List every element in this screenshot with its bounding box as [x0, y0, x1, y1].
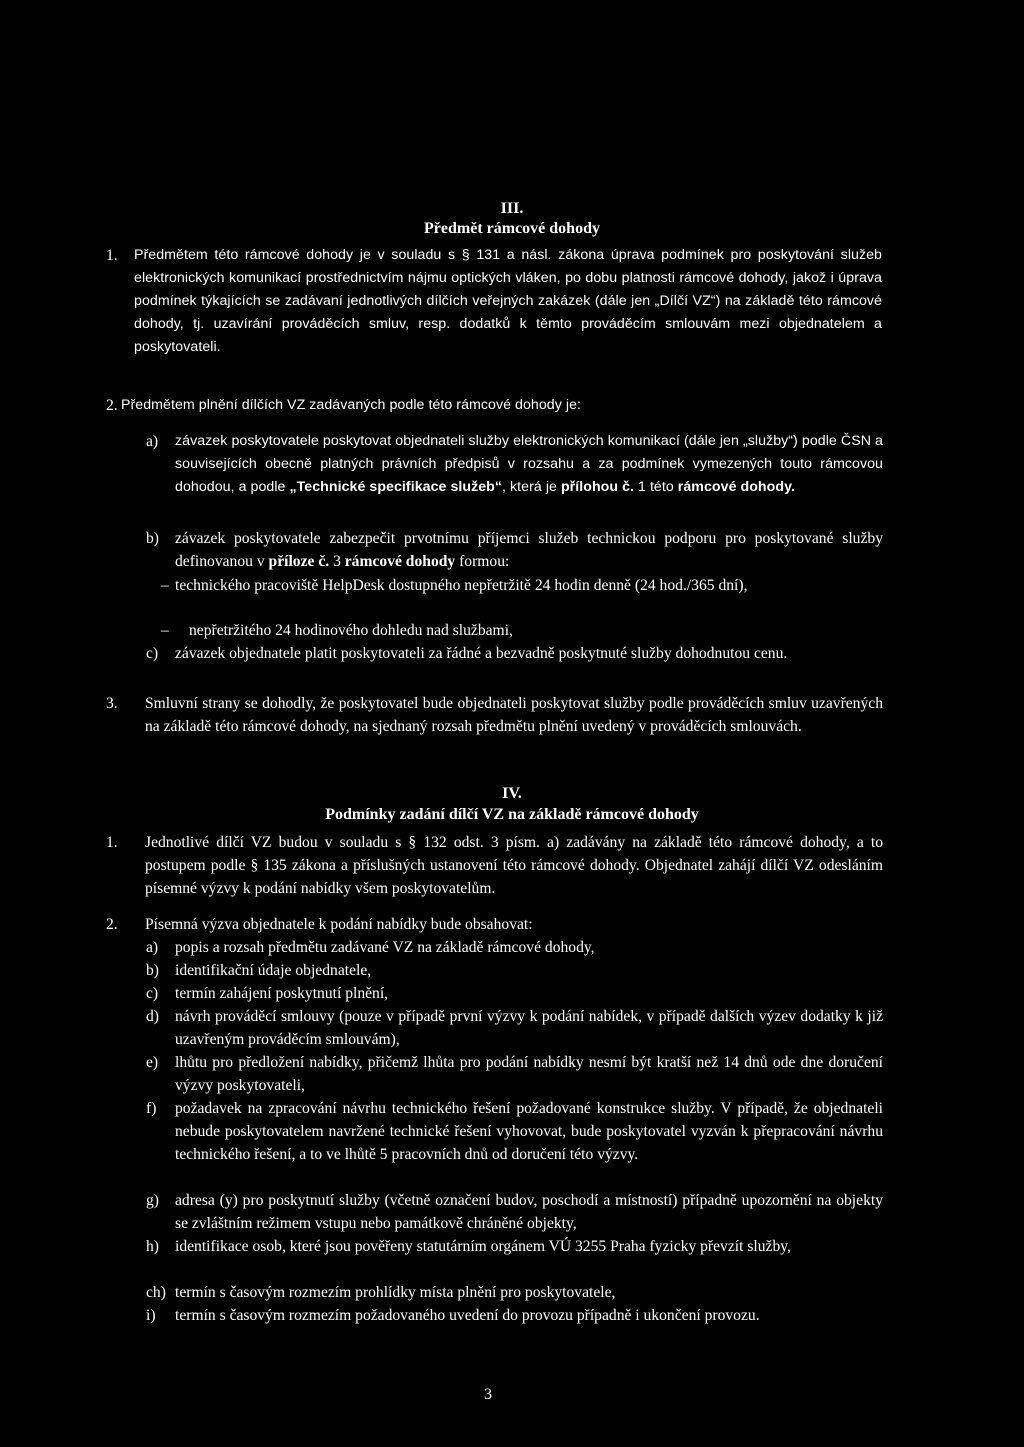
section-4-list-item-c: termín zahájení poskytnutí plnění,	[175, 985, 389, 1002]
section-4-item-1-number: 1.	[106, 834, 118, 851]
section-4-item-2-text: Písemná výzva objednatele k podání nabídky bude obsahovat:	[145, 916, 533, 933]
section-4-list-item-e: lhůtu pro předložení nabídky, přičemž lhůta pro podání nabídky nesmí být kratší než 14 dnů ode dne doručení výzvy poskytovateli,	[175, 1054, 883, 1094]
framework-agreement-reference: rámcové dohody.	[677, 479, 795, 495]
section-3-item-3-text: Smluvní strany se dohodly, že poskytovatel bude objednateli poskytovat služby podle prováděcích smluv uzavřených na základě této rámcové dohody, na sjednaný rozsah předmětu plnění uvedený v prováděcích smlouvách.	[145, 695, 883, 735]
section-4-list-item-f: požadavek na zpracování návrhu technického řešení požadované konstrukce služby. V případě, že objednateli nebude poskytovatelem navržené technické řešení vyhovovat, bude poskytovatel vyzván k přepracování návrhu technického řešení, a to ve lhůtě 5 pracovních dnů od doručení této výzvy.	[175, 1100, 883, 1163]
item-2a-text-part: , která je	[502, 479, 561, 495]
section-4-list-item-a: popis a rozsah předmětu zadávané VZ na základě rámcové dohody,	[175, 939, 595, 956]
section-4-list-item-h: identifikace osob, které jsou pověřeny statutárním orgánem VÚ 3255 Praha fyzicky převzít služby,	[175, 1238, 791, 1255]
section-3-item-1-text: Předmětem této rámcové dohody je v souladu s § 131 a násl. zákona úprava podmínek pro poskytování služeb elektronických komunikací prostřednictvím nájmu optických vláken, po dobu platnosti rámcové dohody, jakož i úprava podmínek týkajících se zadávaní jednotlivých dílčích veřejných zakázek (dále jen „Dílčí VZ“) na základě této rámcové dohody, tj. uzavírání prováděcích smluv, resp. dodatků k těmto prováděcím smlouvám mezi objednatelem a poskytovateli.	[134, 247, 882, 355]
section-4-list-label-g: g)	[146, 1192, 159, 1209]
section-4-numeral: IV.	[502, 785, 522, 802]
item-2a-text-part: 1 této	[634, 479, 678, 495]
section-3-item-2b-text	[175, 527, 883, 573]
section-4-list-label-a: a)	[146, 939, 159, 956]
annex-reference: přílohou č.	[560, 479, 635, 495]
section-4-list-label-b: b)	[146, 962, 159, 979]
helpdesk-text: technického pracoviště HelpDesk dostupného nepřetržitě 24 hodin denně (24 hod./365 dní),	[175, 577, 748, 594]
section-3-item-2-number: 2.	[106, 397, 118, 414]
section-4-list-item-i: termín s časovým rozmezím požadovaného uvedení do provozu případně i ukončení provozu.	[175, 1307, 760, 1324]
section-4-item-1-text: Jednotlivé dílčí VZ budou v souladu s § 132 odst. 3 písm. a) zadávány na základě této rámcové dohody, a to postupem podle § 135 zákona a příslušných ustanovení této rámcové dohody. Objednatel zahájí dílčí VZ odesláním písemné výzvy k podání nabídky všem poskytovatelům.	[145, 834, 883, 897]
section-4-list-item-d: návrh prováděcí smlouvy (pouze v případě první výzvy k podání nabídek, v případě dalších výzev dodatky k již uzavřeným prováděcím smlouvám),	[175, 1008, 883, 1048]
monitoring-text: nepřetržitého 24 hodinového dohledu nad službami,	[189, 622, 513, 639]
section-4-list-label-ch: ch)	[146, 1284, 166, 1301]
item-2b-text-part: 3	[329, 553, 345, 570]
dash-bullet: –	[161, 577, 169, 594]
section-4-list-label-h: h)	[146, 1238, 159, 1255]
item-2a-text-part: závazek poskytovatele poskytovat objednateli služby elektronických komunikací (dále jen „služby“) podle ČSN a souvisejících obecně platných právních předpisů v rozsahu a za podmínek vymezených touto rámcovou dohodou, a podle	[175, 433, 883, 495]
section-4-item-2-number: 2.	[106, 916, 118, 933]
section-4-list-label-d: d)	[146, 1008, 159, 1025]
section-3-item-2c-text: závazek objednatele platit poskytovateli za řádné a bezvadně poskytnuté služby dohodnutou cenu.	[175, 645, 788, 662]
section-3-item-2b-label: b)	[146, 530, 159, 547]
section-4-list-label-f: f)	[146, 1100, 157, 1117]
section-4-list-item-b: identifikační údaje objednatele,	[175, 962, 372, 979]
section-3-item-3-number: 3.	[106, 695, 118, 712]
section-4-list-label-e: e)	[146, 1054, 159, 1071]
section-4-list-item-ch: termín s časovým rozmezím prohlídky místa plnění pro poskytovatele,	[175, 1284, 616, 1301]
dash-bullet: –	[161, 622, 169, 639]
framework-agreement-reference: rámcové dohody	[344, 553, 456, 570]
annex-reference: příloze č.	[268, 553, 330, 570]
page-number: 3	[484, 1386, 492, 1403]
section-3-item-2-text: Předmětem plnění dílčích VZ zadávaných podle této rámcové dohody je:	[121, 397, 582, 413]
section-4-list-label-i: i)	[146, 1307, 156, 1324]
section-3-item-2a-text	[175, 430, 883, 499]
section-4-title: Podmínky zadání dílčí VZ na základě rámcové dohody	[325, 806, 699, 823]
section-3-title: Předmět rámcové dohody	[424, 220, 600, 237]
item-2b-text-part: závazek poskytovatele zabezpečit prvotnímu příjemci služeb technickou podporu pro poskytované služby definovanou v	[175, 530, 883, 570]
technical-spec-reference: „Technické specifikace služeb“	[289, 479, 503, 495]
section-4-list-label-c: c)	[146, 985, 159, 1002]
section-3-item-2a-label: a)	[146, 433, 159, 450]
section-3-item-1-number: 1.	[106, 247, 118, 264]
section-3-item-2c-label: c)	[146, 645, 159, 662]
section-3-numeral: III.	[500, 200, 524, 217]
section-4-list-item-g: adresa (y) pro poskytnutí služby (včetně označení budov, poschodí a místností) případně upozornění na objekty se zvláštním režimem vstupu nebo památkově chráněné objekty,	[175, 1192, 883, 1232]
item-2b-text-part: formou:	[455, 553, 510, 570]
